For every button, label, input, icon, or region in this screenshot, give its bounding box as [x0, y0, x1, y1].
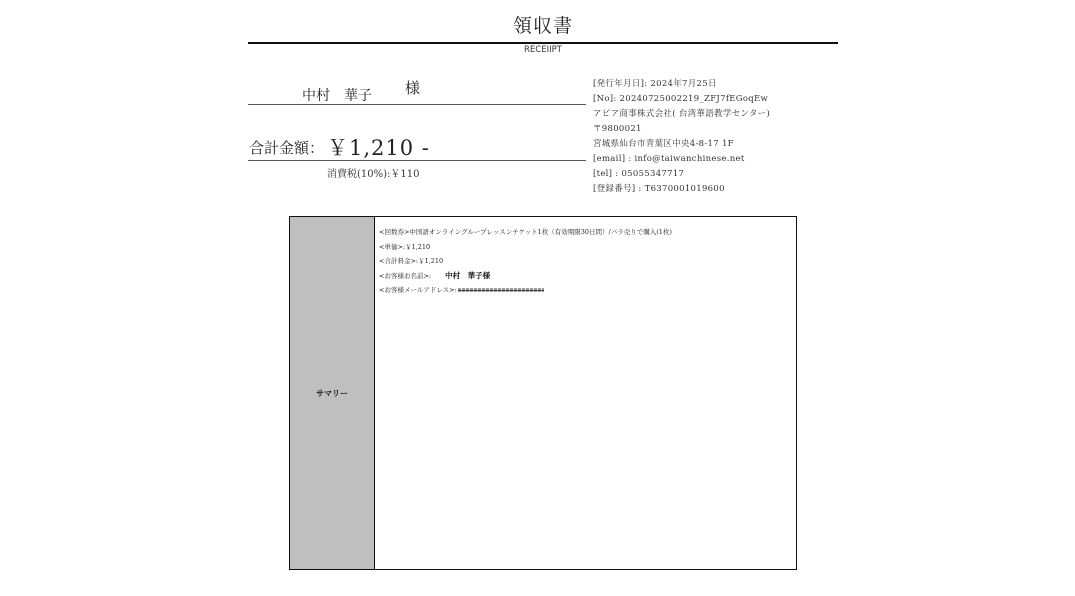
issuer-address: 宮城県仙台市青葉区中央4-8-17 1F	[593, 139, 734, 149]
customer-email-label: <お客様メールアドレス>:	[379, 286, 457, 294]
customer-name: 中村 華子様	[445, 270, 491, 280]
issuer-company: アピア商事株式会社( 台湾華語教学センター)	[593, 109, 771, 119]
issue-date: [発行年月日]: 2024年7月25日	[593, 79, 717, 89]
title-divider	[248, 42, 838, 44]
summary-customer-name-row	[379, 269, 796, 284]
recipient-name: 中村 華子	[302, 88, 372, 104]
receipt-number: [No]: 20240725002219_ZFJ7fEGoqEw	[593, 94, 769, 104]
recipient-honorific: 様	[405, 79, 421, 97]
document-subtitle: RECEIIPT	[524, 45, 562, 55]
document-title: 領収書	[512, 15, 573, 37]
consumption-tax: 消費税(10%):￥110	[327, 169, 420, 180]
summary-label-column	[290, 217, 375, 569]
redacted-email	[458, 288, 544, 292]
summary-item: <回数券>中国語オンライングループレッスンチケット1枚（有効期限30日間）/バラ売りで購入(1枚)	[379, 228, 672, 236]
summary-box	[289, 216, 797, 570]
issuer-info	[593, 77, 770, 197]
total-amount-label: 合計金額：	[249, 139, 325, 157]
issuer-tel: [tel] : 05055347717	[593, 169, 685, 179]
issuer-email: [email] : info@taiwanchinese.net	[593, 154, 745, 164]
summary-customer-email-row	[379, 283, 796, 298]
summary-total-price: <合計料金>:￥1,210	[379, 257, 444, 265]
recipient-underline	[248, 104, 586, 105]
summary-unit-price: <単価>:￥1,210	[379, 242, 431, 251]
total-amount-value: ￥1,210 -	[327, 136, 430, 160]
total-underline	[248, 160, 586, 161]
customer-name-label: <お客様お名前>:	[379, 271, 432, 280]
summary-content	[375, 217, 796, 569]
issuer-registration-number: [登録番号] : T6370001019600	[593, 184, 725, 194]
issuer-postal-code: 〒9800021	[593, 124, 642, 134]
summary-label: サマリー	[316, 388, 348, 398]
